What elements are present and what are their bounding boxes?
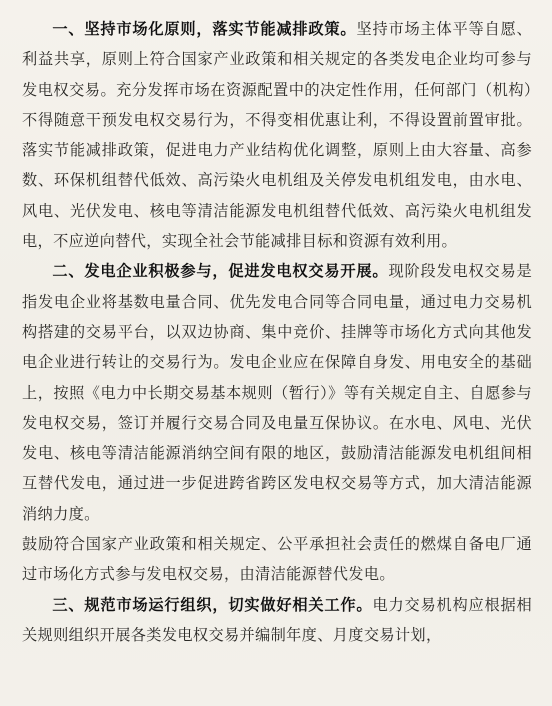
section-two-paragraph <box>22 256 532 529</box>
section-three-paragraph <box>22 590 532 651</box>
section-two-continuation-paragraph <box>22 529 532 590</box>
section-three-heading: 三、规范市场运行组织，切实做好相关工作。 <box>52 595 373 614</box>
section-two-text: 现阶段发电权交易是指发电企业将基数电量合同、优先发电合同等合同电量，通过电力交易机构搭建的交易平台，以双边协商、集中竞价、挂牌等市场化方式向其他发电企业进行转让的交易行为。发电企业应在保障自身发、用电安全的基础上，按照《电力中长期交易基本规则（暂行）》等有关规定自主、自愿参与发电权交易，签订并履行交易合同及电量互保协议。在水电、风电、光伏发电、核电等清洁能源消纳空间有限的地区，鼓励清洁能源发电机组间相互替代发电，通过进一步促进跨省跨区发电权交易等方式，加大清洁能源消纳力度。 <box>22 262 532 523</box>
section-one-text: 坚持市场主体平等自愿、利益共享，原则上符合国家产业政策和相关规定的各类发电企业均可参与发电权交易。充分发挥市场在资源配置中的决定性作用，任何部门（机构）不得随意干预发电权交易行为，不得变相优惠让利，不得设置前置审批。落实节能减排政策，促进电力产业结构优化调整，原则上由大容量、高参数、环保机组替代低效、高污染火电机组及关停发电机组发电，由水电、风电、光伏发电、核电等清洁能源发电机组替代低效、高污染火电机组发电，不应逆向替代，实现全社会节能减排目标和资源有效利用。 <box>22 20 532 251</box>
section-two-continuation-text: 鼓励符合国家产业政策和相关规定、公平承担社会责任的燃煤自备电厂通过市场化方式参与发电权交易，由清洁能源替代发电。 <box>22 535 532 584</box>
document-body <box>22 14 532 650</box>
section-two-heading: 二、发电企业积极参与，促进发电权交易开展。 <box>52 262 389 281</box>
section-one-paragraph <box>22 14 532 256</box>
section-one-heading: 一、坚持市场化原则，落实节能减排政策。 <box>52 20 357 38</box>
section-three-text: 电力交易机构应根据相关规则组织开展各类发电权交易并编制年度、月度交易计划， <box>22 595 533 644</box>
